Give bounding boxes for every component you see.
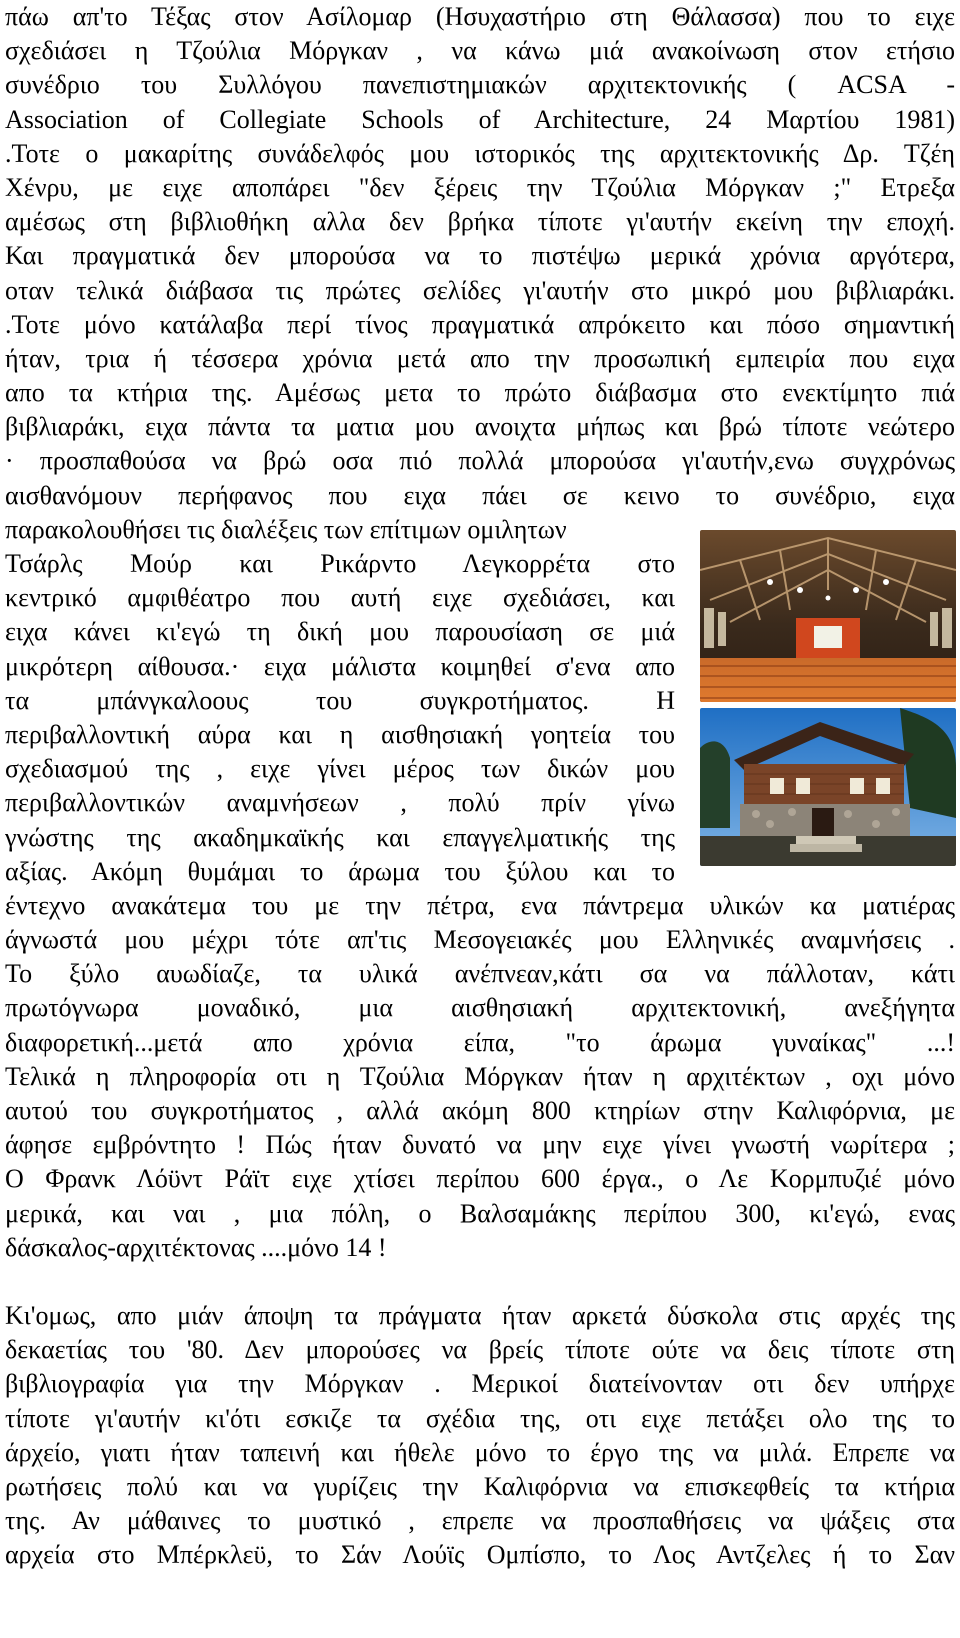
- text-line: .Τοτε ο μακαρίτης συνάδελφός μου ιστορικός της αρχιτεκτονικής Δρ. Τζέη: [5, 138, 955, 168]
- text-line: αυτού του συγκροτήματος , αλλά ακόμη 800 κτηρίων στην Καλιφόρνια, με: [5, 1096, 955, 1125]
- text-line: κεντρικό αμφιθέατρο που αυτή ειχε σχεδιάσει, και: [5, 583, 675, 613]
- text-line: αμέσως στη βιβλιοθήκη αλλα δεν βρήκα τίποτε γι'αυτήν εκείνη την εποχή.: [5, 207, 955, 237]
- text-line: διαφορετική...μετά απο χρόνια είπα, "το άρωμα γυναίκας" ...!: [5, 1027, 955, 1057]
- auditorium-photo: [700, 530, 956, 702]
- paragraph-top: [5, 0, 960, 513]
- text-line: παρακολουθήσει τις διαλέξεις των επίτιμων ομιλητων: [5, 514, 567, 544]
- text-line: άρχείο, γιατι ήταν ταπεινή και ήθελε μόνο το έργο της να μιλά. Επρεπε να: [5, 1437, 955, 1467]
- text-line: δεκαετίας του '80. Δεν μπορούσες να βρείς τίποτε ούτε να δεις τίποτε στη: [5, 1335, 955, 1365]
- paragraph-gap: [5, 1265, 960, 1299]
- text-line: μερικά, και ναι , μια πόλη, ο Βαλσαμάκης περίπου 300, κι'εγώ, ενας: [5, 1198, 955, 1228]
- text-line: τα μπάνγκαλοους του συγκροτήματος. Η: [5, 685, 675, 715]
- text-line: Τελικά η πληροφορία οτι η Τζούλια Μόργκαν ήταν η αρχιτέκτων , οχι μόνο: [5, 1061, 955, 1091]
- text-line: Τσάρλς Μούρ και Ρικάρντο Λεγκορρέτα στο: [5, 549, 675, 578]
- paragraph-final: [5, 1299, 960, 1573]
- text-line: Και πραγματικά δεν μπορούσα να το πιστέψω μερικά χρόνια αργότερα,: [5, 241, 955, 271]
- text-line: άφησε εμβρόντητο ! Πώς ήταν δυνατό να μην ειχε γίνει γνωστή νωρίτερα ;: [5, 1130, 955, 1160]
- text-line: οταν τελικά διάβασα τις πρώτες σελίδες γι'αυτήν στο μικρό μου βιβλιαράκι.: [5, 275, 955, 305]
- paragraph-bottom: [5, 889, 960, 1265]
- text-line: σχεδιασμού της , ειχε γίνει μέρος των δικών μου: [5, 754, 675, 784]
- text-line: σχεδιάσει η Τζούλια Μόργκαν , να κάνω μιά ανακοίνωση στον ετήσιο: [5, 36, 955, 66]
- text-line: Το ξύλο αυωδίαζε, τα υλικά ανέπνεαν,κάτι σα να πάλλοταν, κάτι: [5, 959, 955, 989]
- text-line: Association of Collegiate Schools of Architecture, 24 Μαρτίου 1981): [5, 104, 955, 134]
- text-line: ειχα κάνει κι'εγώ τη δική μου παρουσίαση σε μιά: [5, 617, 675, 647]
- text-line: περιβαλλοντικών αναμνήσεων , πολύ πρίν γίνω: [5, 788, 675, 818]
- text-line: τίποτε γι'αυτήν κι'ότι εσκιζε τα σχέδια της, οτι ειχε πετάξει ολο της το: [5, 1403, 955, 1433]
- text-line: αξίας. Ακόμη θυμάμαι το άρωμα του ξύλου και το: [5, 856, 675, 886]
- text-line: ήταν, τρια ή τέσσερα χρόνια μετά απο την προσωπική εμπειρία που ειχα: [5, 343, 955, 373]
- text-line: Χένρυ, με ειχε αποπάρει "δεν ξέρεις την Τζούλια Μόργκαν ;" Ετρεξα: [5, 172, 955, 202]
- document-page: [5, 0, 960, 1638]
- text-line: · προσπαθούσα να βρώ οσα πιό πολλά μπορούσα γι'αυτήν,ενω συγχρόνως: [5, 446, 955, 476]
- text-line: αρχεία στο Μπέρκλεϋ, το Σάν Λούϊς Ομπίσπο, το Λος Αντζελες ή το Σαν: [5, 1540, 955, 1570]
- text-line: αισθανόμουν περήφανος που ειχα πάει σε κεινο το συνέδριο, ειχα: [5, 480, 955, 510]
- text-line: απο τα κτήρια της. Αμέσως μετα το πρώτο διάβασμα στο ενεκτίμητο πιά: [5, 378, 955, 408]
- text-line: έντεχνο ανακάτεμα του με την πέτρα, ενα πάντρεμα υλικών κα ματιέρας: [5, 890, 955, 920]
- text-line: γνώστης της ακαδημκαϊκής και επαγγελματικής της: [5, 822, 675, 852]
- text-line: Ο Φρανκ Λόϋντ Ράϊτ ειχε χτίσει περίπου 600 έργα., ο Λε Κορμπυζιέ μόνο: [5, 1164, 955, 1194]
- text-line: πρωτόγνωρα μοναδικό, μια αισθησιακή αρχιτεκτονική, ανεξήγητα: [5, 993, 955, 1023]
- text-line: περιβαλλοντική αύρα και η αισθησιακή γοητεία του: [5, 719, 675, 749]
- text-line: άγνωστά μου μέχρι τότε απ'τις Μεσογειακές μου Ελληνικές αναμνήσεις .: [5, 925, 955, 955]
- lodge-photo: [700, 708, 956, 866]
- text-line: της. Αν μάθαινες το μυστικό , επρεπε να προσπαθήσεις να ψάξεις στα: [5, 1506, 955, 1536]
- text-line: συνέδριο του Συλλόγου πανεπιστημιακών αρχιτεκτονικής ( ACSA -: [5, 70, 955, 100]
- text-line: μικρότερη αίθουσα.· ειχα μάλιστα κοιμηθεί σ'ενα απο: [5, 651, 675, 681]
- text-line: δάσκαλος-αρχιτέκτονας ....μόνο 14 !: [5, 1232, 387, 1262]
- text-line: πάω απ'το Τέξας στον Ασίλομαρ (Ησυχαστήριο στη Θάλασσα) που το ειχε: [5, 2, 955, 31]
- text-line: Κι'ομως, απο μιάν άποψη τα πράγματα ήταν αρκετά δύσκολα στις αρχές της: [5, 1300, 955, 1330]
- text-line: βιβλιογραφία για την Μόργκαν . Μερικοί διατείνονταν οτι δεν υπήρχε: [5, 1369, 955, 1399]
- text-line: βιβλιαράκι, ειχα πάντα τα ματια μου ανοιχτα μήπως και βρώ τίποτε νεώτερο: [5, 412, 955, 442]
- text-line: ρωτήσεις πολύ και να γυρίζεις την Καλιφόρνια να επισκεφθείς τα κτήρια: [5, 1471, 955, 1501]
- text-line: .Τοτε μόνο κατάλαβα περί τίνος πραγματικά απρόκειτο και πόσο σημαντική: [5, 309, 955, 339]
